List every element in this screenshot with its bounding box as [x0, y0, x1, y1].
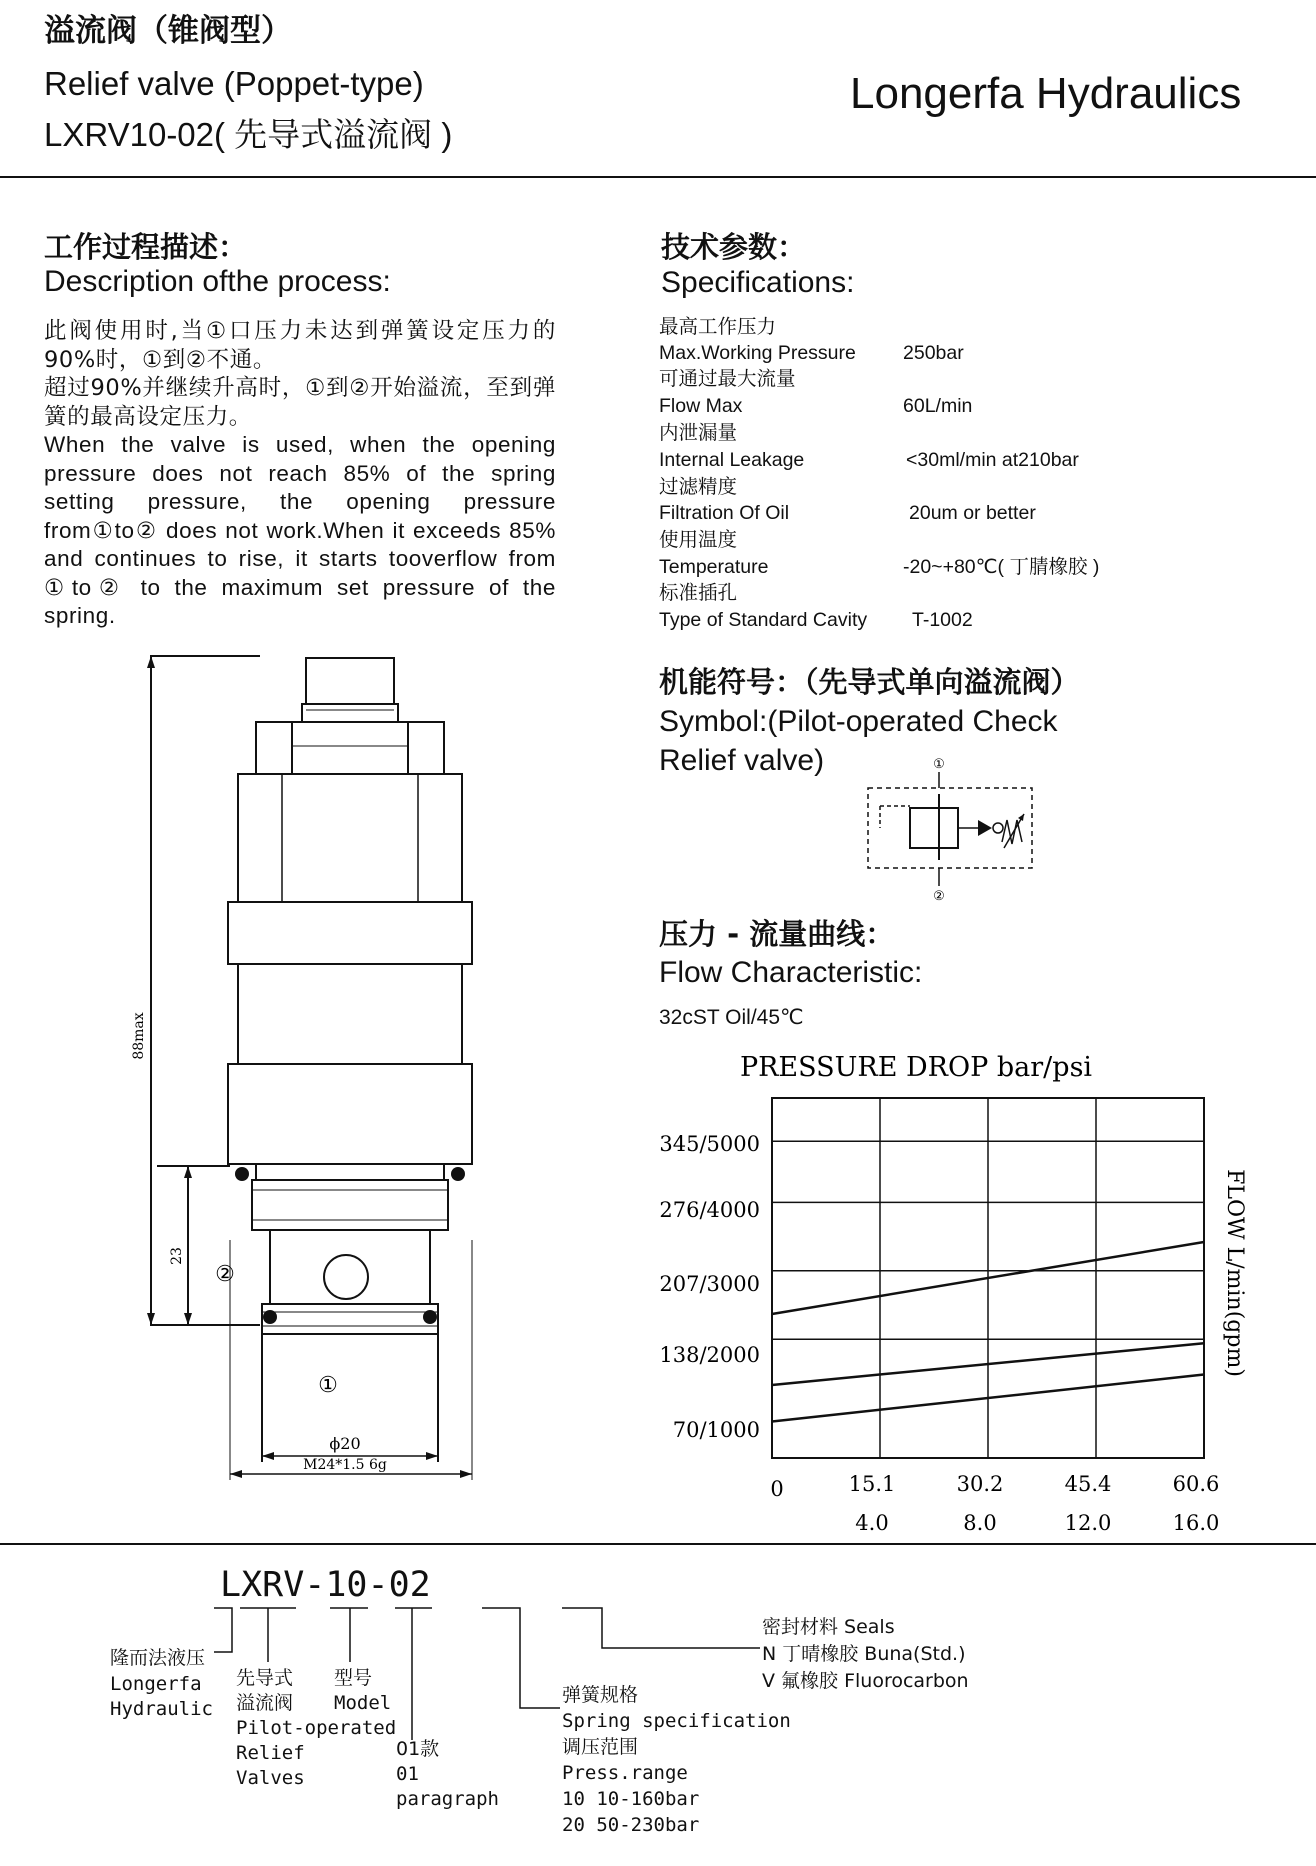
chart-y-tick-label: 138/2000: [659, 1343, 760, 1367]
dim-thread-label: M24*1.5 6g: [303, 1457, 387, 1473]
spec-value: 20um or better: [909, 502, 1036, 524]
chart-x-origin-label: 0: [770, 1477, 784, 1501]
chart-x-tick-label: 30.2: [956, 1472, 1004, 1496]
ordering-type-en-1: Pilot-operated: [236, 1717, 397, 1739]
ordering-paragraph-num: 01: [396, 1763, 419, 1785]
ordering-range-20: 20 50-230bar: [562, 1814, 700, 1836]
specs-heading-en: Specifications:: [661, 266, 855, 299]
description-heading-cn: 工作过程描述：: [44, 230, 248, 264]
model-title: LXRV10-02( 先导式溢流阀 ): [44, 116, 453, 153]
ordering-brand-en-1: Longerfa: [110, 1673, 202, 1695]
spec-value: T-1002: [912, 609, 973, 631]
ordering-paragraph-en: paragraph: [396, 1788, 499, 1810]
ordering-range-10: 10 10-160bar: [562, 1788, 700, 1810]
ordering-type-cn-2: 溢流阀: [236, 1692, 294, 1714]
ordering-brand-en-2: Hydraulic: [110, 1698, 213, 1720]
symbol-heading-cn: 机能符号：（先导式单向溢流阀）: [659, 665, 1080, 699]
ordering-spring-cn: 弹簧规格: [562, 1684, 639, 1706]
chart-y-tick-label: 345/5000: [659, 1132, 760, 1156]
chart-x-tick-label: 45.4: [1064, 1472, 1112, 1496]
ordering-paragraph-cn: 01款: [396, 1738, 440, 1760]
spec-label-en: Flow Max: [659, 395, 743, 417]
drawing-port2-label: ②: [215, 1262, 235, 1287]
chart-title: PRESSURE DROP bar/psi: [739, 1052, 1093, 1083]
spec-label-cn: 内泄漏量: [659, 421, 738, 444]
header-divider: [0, 176, 1316, 178]
flow-chart: [640, 1040, 1280, 1540]
ordering-range-en: Press.range: [562, 1762, 688, 1784]
description-text-cn-2: 超过90%并继续升高时，①到②开始溢流，至到弹簧的最高设定压力。: [44, 375, 556, 430]
chart-x-tick-label: 60.6: [1172, 1472, 1220, 1496]
ordering-type-en-2: Relief: [236, 1742, 305, 1764]
dim-port-label: 23: [169, 1247, 185, 1265]
dim-height-label: 88max: [131, 1012, 147, 1060]
symbol-port2-label: ②: [933, 889, 945, 902]
ordering-seal-v: V 氟橡胶 Fluorocarbon: [762, 1670, 969, 1692]
ordering-brand-cn: 隆而法液压: [110, 1647, 206, 1669]
spec-label-cn: 可通过最大流量: [659, 367, 796, 390]
chart-y-tick-label: 276/4000: [659, 1198, 760, 1222]
spec-value: <30ml/min at210bar: [906, 449, 1079, 471]
spec-label-cn: 标准插孔: [659, 581, 738, 604]
description-text-en: When the valve is used, when the opening pressure does not reach 85% of the spring setting pressure, the opening pressure from①to② does not work.When it exceeds 85% and continues to rise, it starts tooverflow from ①to② to the maximum set pressure of the spring.: [44, 432, 556, 628]
chart-x-tick-label-gpm: 4.0: [855, 1511, 889, 1535]
ordering-seal-n: N 丁晴橡胶 Buna(Std.): [762, 1643, 966, 1665]
chart-y2-label: FLOW L/min(gpm): [1222, 1169, 1247, 1377]
spec-label-cn: 使用温度: [659, 528, 738, 551]
spec-label-en: Temperature: [659, 556, 769, 578]
chart-x-tick-label-gpm: 12.0: [1064, 1511, 1112, 1535]
ordering-type-en-3: Valves: [236, 1767, 305, 1789]
ordering-spring-en: Spring specification: [562, 1710, 791, 1732]
drawing-port1-label: ①: [318, 1373, 338, 1398]
chart-x-tick-label-gpm: 8.0: [963, 1511, 997, 1535]
chart-y-tick-label: 207/3000: [659, 1272, 760, 1296]
spec-label-en: Internal Leakage: [659, 449, 805, 471]
symbol-heading-en-2: Relief valve): [659, 744, 825, 777]
specs-heading-cn: 技术参数：: [661, 230, 807, 264]
spec-value: -20~+80℃( 丁腈橡胶 ): [903, 556, 1100, 578]
ordering-model-en: Model: [334, 1692, 392, 1714]
symbol-heading-en-1: Symbol:(Pilot-operated Check: [659, 705, 1058, 738]
chart-x-tick-label: 15.1: [848, 1472, 896, 1496]
ordering-range-cn: 调压范围: [562, 1736, 639, 1758]
ordering-divider: [0, 1543, 1316, 1545]
flow-heading-cn: 压力 - 流量曲线：: [659, 917, 895, 951]
description-heading-en: Description ofthe process:: [44, 265, 391, 298]
flow-heading-en: Flow Characteristic:: [659, 956, 923, 989]
ordering-seals-title: 密封材料 Seals: [762, 1616, 895, 1638]
cartridge-drawing: [120, 650, 510, 1500]
spec-label-cn: 最高工作压力: [659, 315, 777, 338]
chart-x-tick-label-gpm: 16.0: [1172, 1511, 1220, 1535]
valve-symbol-diagram: [860, 752, 1040, 902]
brand-name: Longerfa Hydraulics: [850, 69, 1242, 118]
symbol-port1-label: ①: [933, 757, 945, 772]
description-text-cn-1: 此阀使用时,当①口压力未达到弹簧设定压力的90%时，①到②不通。: [44, 318, 556, 373]
dim-diameter-label: ϕ20: [329, 1434, 361, 1453]
chart-y-tick-label: 70/1000: [672, 1418, 760, 1442]
title-cn: 溢流阀（锥阀型）: [44, 13, 292, 49]
ordering-type-cn-1: 先导式: [236, 1667, 294, 1689]
spec-value: 60L/min: [903, 395, 973, 417]
spec-label-cn: 过滤精度: [659, 475, 738, 498]
title-en: Relief valve (Poppet-type): [44, 65, 424, 102]
ordering-model-code: LXRV-10-02: [220, 1565, 431, 1605]
spec-label-en: Filtration Of Oil: [659, 502, 790, 524]
spec-label-en: Max.Working Pressure: [659, 342, 856, 364]
flow-condition: 32cST Oil/45℃: [659, 1006, 804, 1029]
spec-value: 250bar: [903, 342, 964, 364]
ordering-model-cn: 型号: [334, 1667, 373, 1689]
spec-label-en: Type of Standard Cavity: [659, 609, 868, 631]
